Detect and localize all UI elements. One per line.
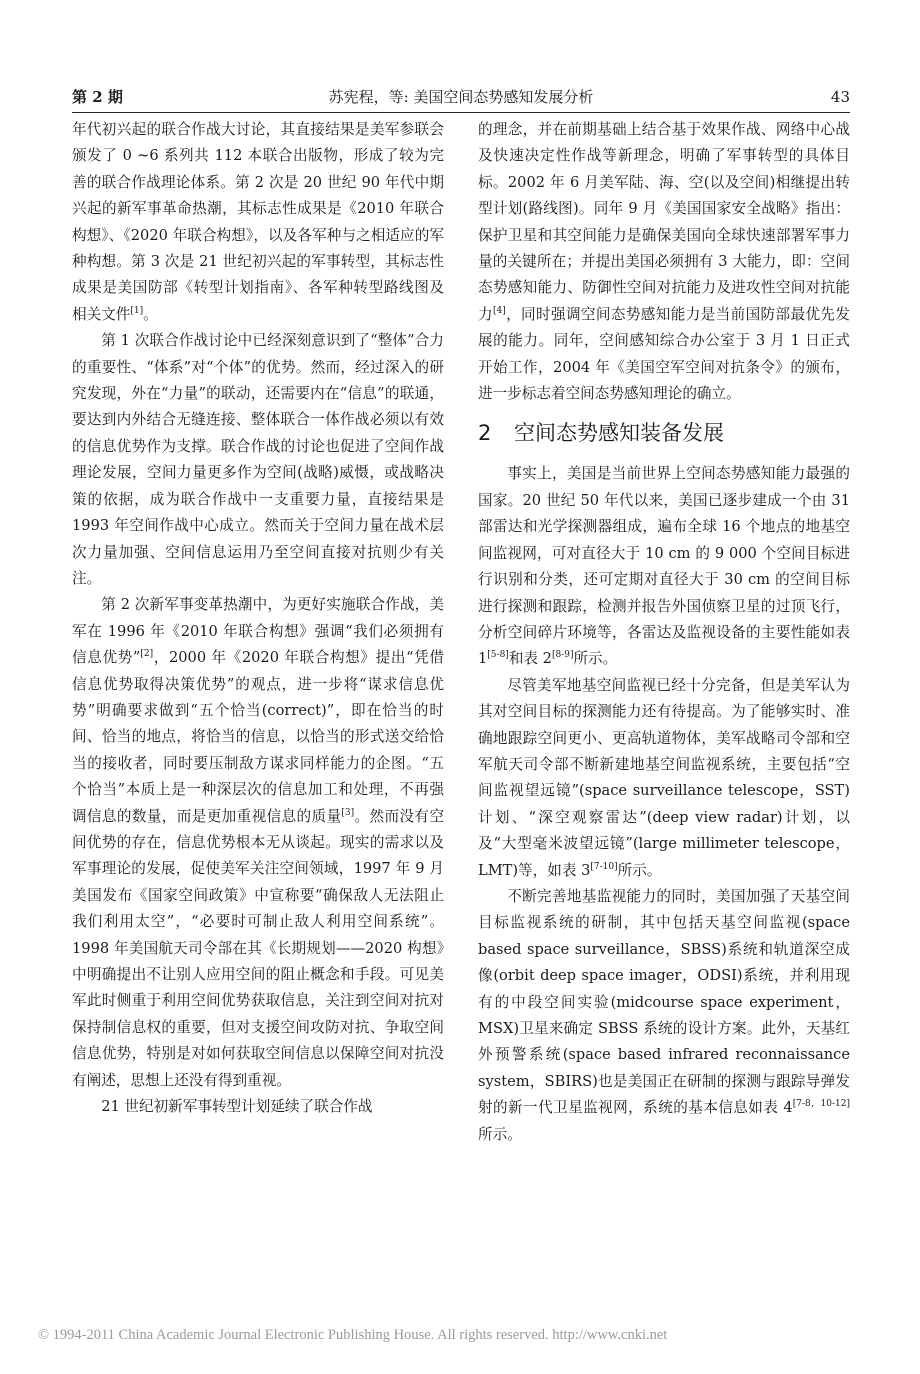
issue-label: 第 2 期 <box>72 88 123 106</box>
paragraph-text: 和表 2 <box>508 650 552 668</box>
paragraph <box>478 884 850 1148</box>
paragraph-text: 年代初兴起的联合作战大讨论，其直接结果是美军参联会颁发了 0 ~6 系列共 112 本联合出版物，形成了较为完善的联合作战理论体系。第 2 次是 20 世纪 90 年代中期兴起的新军事革命热潮，其标志性成果是《2010 年联合构想》、《2020 年联合构想》，以及各军种与之相适应的军种构想。第 3 次是 21 世纪初兴起的军事转型，其标志性成果是美国防部《转型计划指南》、各军种转型路线图及相关文件 <box>72 121 444 323</box>
paragraph <box>72 592 444 1094</box>
paragraph-text: 所示。 <box>617 861 662 879</box>
citation-ref: [7-10] <box>590 861 618 872</box>
paragraph: 21 世纪初新军事转型计划延续了联合作战 <box>101 1098 373 1116</box>
paragraph: 第 1 次联合作战讨论中已经深刻意识到了“整体”合力的重要性、“体系”对“个体”的优势。然而，经过深入的研究发现，外在“力量”的联动，还需要内在“信息”的联通，要达到内外结合无缝连接、整体联合一体作战必须以有效的信息优势作为支撑。联合作战的讨论也促进了空间作战理论发展，空间力量更多作为空间(战略)威慑，或战略决策的依据，成为联合作战中一支重要力量，直接结果是 1993 年空间作战中心成立。然而关于空间力量在战术层次力量加强、空间信息运用乃至空间直接对抗则少有关注。 <box>72 332 444 587</box>
paragraph-text: 的理念，并在前期基础上结合基于效果作战、网络中心战及快速决定性作战等新理念，明确了军事转型的具体目标。2002 年 6 月美军陆、海、空(以及空间)相继提出转型计划(路线图)。同年 9 月《美国国家安全战略》指出：保护卫星和其空间能力是确保美国向全球快速部署军事力量的关键所在；并提出美国必须拥有 3 大能力，即：空间态势感知能力、防御性空间对抗能力及进攻性空间对抗能力 <box>478 121 850 323</box>
paragraph-text: 所示。 <box>573 650 618 668</box>
paragraph-text: 第 2 次新军事变革热潮中，为更好实施联合作战，美军在 1996 年《2010 年联合构想》强调“我们必须拥有信息优势” <box>72 596 444 667</box>
paragraph-text: ，同时强调空间态势感知能力是当前国防部最优先发展的能力。同年，空间感知综合办公室于 3 月 1 日正式开始工作，2004 年《美国空军空间对抗条令》的颁布，进一步标志着空间态势感知理论的确立。 <box>478 305 850 403</box>
section-number: 2 <box>478 421 492 446</box>
paragraph <box>72 117 444 328</box>
running-title: 苏宪程，等: 美国空间态势感知发展分析 <box>328 88 594 106</box>
paragraph-text: 不断完善地基监视能力的同时，美国加强了天基空间目标监视系统的研制，其中包括天基空间监视(space based space surveillance，SBSS)系统和轨道深空成像(orbit deep space imager，ODSI)系统，并利用现有的中段空间实验(midcourse space experiment，MSX)卫星来确定 SBSS 系统的设计方案。此外，天基红外预警系统(space based infrared reconnaissance system，SBIRS)也是美国正在研制的探测与跟踪导弹发射的新一代卫星监视网，系统的基本信息如表 4 <box>478 887 850 1117</box>
running-header <box>72 86 850 108</box>
section-title: 空间态势感知装备发展 <box>514 421 724 446</box>
paragraph-text: ，2000 年《2020 年联合构想》提出“凭借信息优势取得决策优势”的观点，进一步将“谋求信息优势”明确要求做到“五个恰当(correct)”，即在恰当的时间、恰当的地点，将恰当的信息，以恰当的形式送交给恰当的接收者，同时要压制敌方谋求同样能力的企图。“五个恰当”本质上是一种深层次的信息加工和处理，不再强调信息的数量，而是更加重视信息的质量 <box>72 649 444 825</box>
paragraph-text: 。然而没有空间优势的存在，信息优势根本无从谈起。现实的需求以及军事理论的发展，促使美军关注空间领域，1997 年 9 月美国发布《国家空间政策》中宣称要“确保敌人无法阻止我们利用太空”，“必要时可制止敌人利用空间系统”。1998 年美国航天司令部在其《长期规划——2020 构想》中明确提出不让别人应用空间的阻止概念和手段。可见美军此时侧重于利用空间优势获取信息，关注到空间对抗对保持制信息权的重要，但对支援空间攻防对抗、争取空间信息优势，特别是对如何获取空间信息以保障空间对抗没有阐述，思想上还没有得到重视。 <box>72 807 444 1089</box>
paragraph-text: 尽管美军地基空间监视已经十分完备，但是美军认为其对空间目标的探测能力还有待提高。为了能够实时、准确地跟踪空间更小、更高轨道物体，美军战略司令部和空军航天司令部不断新建地基空间监视系统，主要包括“空间监视望远镜”(space surveillance telescope，SST)计划、“深空观察雷达”(deep view radar)计划，以及“大型毫米波望远镜”(large millimeter telescope，LMT)等，如表 3 <box>478 676 850 879</box>
page-number: 43 <box>830 88 850 106</box>
copyright-footer: © 1994-2011 China Academic Journal Electronic Publishing House. All rights reserved. http://www.cnki.net <box>38 1327 668 1343</box>
paragraph <box>478 673 850 884</box>
section-heading <box>478 418 850 448</box>
paragraph-text: 所示。 <box>478 1125 522 1143</box>
paragraph <box>478 461 850 672</box>
citation-ref: [8-9] <box>551 650 574 661</box>
citation-ref: [2] <box>140 649 154 660</box>
citation-ref: [4] <box>492 305 506 316</box>
paragraph <box>478 117 850 407</box>
citation-ref: [1] <box>130 305 144 316</box>
header-rule <box>72 112 850 113</box>
citation-ref: [5-8] <box>487 650 509 661</box>
citation-ref: [7-8，10-12] <box>792 1099 850 1110</box>
citation-ref: [3] <box>341 807 355 818</box>
right-column <box>478 117 850 1148</box>
paragraph-text: 事实上，美国是当前世界上空间态势感知能力最强的国家。20 世纪 50 年代以来，美国已逐步建成一个由 31 部雷达和光学探测器组成，遍布全球 16 个地点的地基空间监视网，可对直径大于 10 cm 的 9 000 个空间目标进行识别和分类，还可定期对直径大于 30 cm 的空间目标进行探测和跟踪，检测并报告外国侦察卫星的过顶飞行，分析空间碎片环境等，各雷达及监视设备的主要性能如表 1 <box>478 465 850 668</box>
paragraph-text: 。 <box>143 305 158 323</box>
left-column <box>72 117 444 1120</box>
